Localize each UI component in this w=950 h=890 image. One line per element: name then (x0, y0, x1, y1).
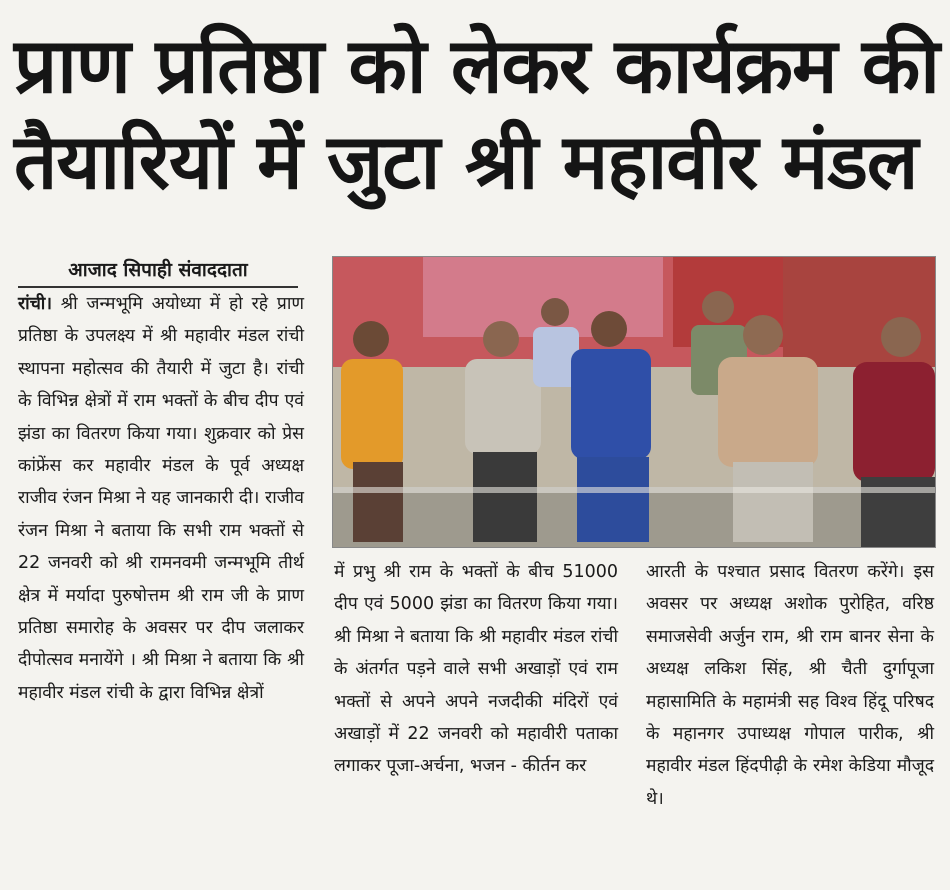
byline: आजाद सिपाही संवाददाता (18, 256, 298, 288)
headline-line-2: तैयारियों में जुटा श्री महावीर मंडल (14, 117, 918, 206)
article-column-2 (334, 556, 618, 783)
dateline: रांची। (18, 294, 52, 314)
column-3-text: आरती के पश्चात प्रसाद वितरण करेंगे। इस अवसर पर अध्यक्ष अशोक पुरोहित, वरिष्ठ समाजसेवी अर्जुन राम, श्री राम बानर सेना के अध्यक्ष लकिश सिंह, श्री चैती दुर्गापूजा महासामिति के महामंत्री सह विश्व हिंदू परिषद के महानगर उपाध्यक्ष गोपाल पारीक, श्री महावीर मंडल हिंदपीढ़ी के रमेश केडिया मौजूद थे। (646, 562, 934, 809)
column-1-text: श्री जन्मभूमि अयोध्या में हो रहे प्राण प्रतिष्ठा के उपलक्ष्य में श्री महावीर मंडल रांची स्थापना महोत्सव की तैयारी में जुटा है। रांची के विभिन्न क्षेत्रों में राम भक्तों के बीच दीप एवं झंडा का वितरण किया गया। शुक्रवार को प्रेस कांफ्रेंस कर महावीर मंडल के पूर्व अध्यक्ष राजीव रंजन मिश्रा ने यह जानकारी दी। राजीव रंजन मिश्रा ने बताया कि सभी राम भक्तों से 22 जनवरी को श्री रामनवमी जन्मभूमि तीर्थ क्षेत्र में मर्यादा पुरुषोत्तम श्री राम जी के प्राण प्रतिष्ठा समारोह के अवसर पर दीप जलाकर दीपोत्सव मनायेंगे । श्री मिश्रा ने बताया कि श्री महावीर मंडल रांची के द्वारा विभिन्न क्षेत्रों (18, 294, 304, 703)
article-column-3 (646, 556, 934, 815)
column-2-text: में प्रभु श्री राम के भक्तों के बीच 51000 दीप एवं 5000 झंडा का वितरण किया गया। श्री मिश्रा ने बताया कि श्री महावीर मंडल रांची के अंतर्गत पड़ने वाले सभी अखाड़ों एवं राम भक्तों से अपने अपने नजदीकी मंदिरों एवं अखाड़ों में 22 जनवरी को महावीरी पताका लगाकर पूजा-अर्चना, भजन - कीर्तन कर (334, 562, 618, 777)
group-photo-illustration (333, 257, 935, 547)
headline (14, 18, 939, 210)
news-photo (332, 256, 936, 548)
article-column-1 (18, 288, 304, 709)
headline-line-1: प्राण प्रतिष्ठा को लेकर कार्यक्रम की (14, 21, 939, 110)
